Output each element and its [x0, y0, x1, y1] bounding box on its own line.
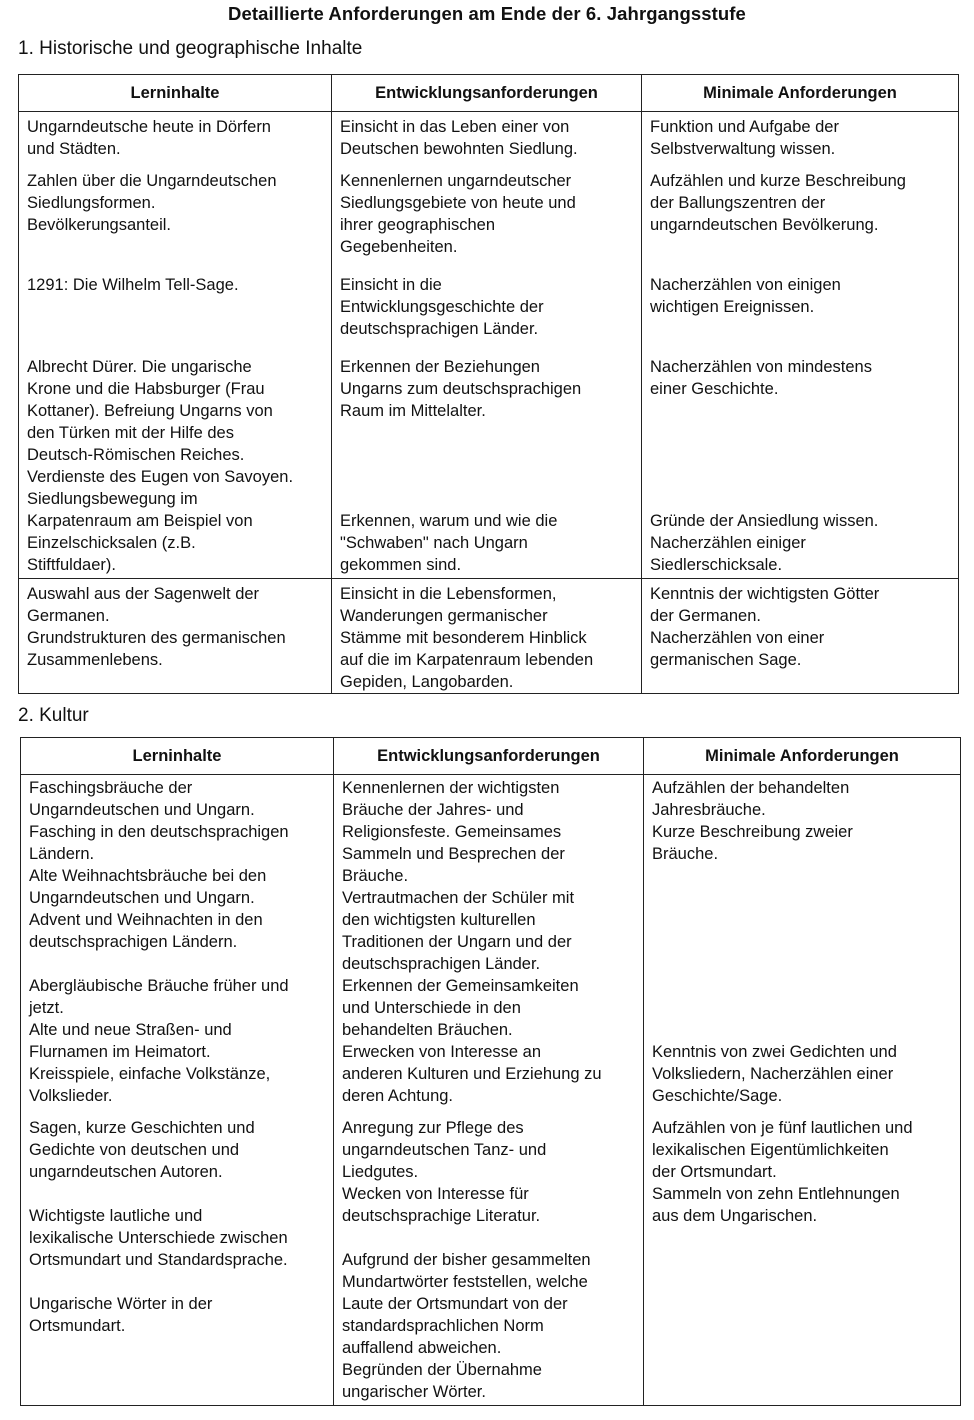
- table-row: [19, 112, 959, 167]
- cell-entwicklungsanforderungen: Erkennen, warum und wie die "Schwaben" nach Ungarn gekommen sind.: [332, 510, 642, 579]
- table-row: [19, 579, 959, 694]
- cell-minimale-anforderungen: Funktion und Aufgabe der Selbstverwaltung wissen.: [642, 112, 959, 167]
- table-historische-inhalte: [18, 74, 959, 694]
- section-heading-kultur: 2. Kultur: [18, 705, 89, 726]
- cell-lerninhalte: Ungarndeutsche heute in Dörfern und Städten.: [19, 112, 332, 167]
- cell-entwicklungsanforderungen: Anregung zur Pflege des ungarndeutschen Tanz- und Liedgutes. Wecken von Interesse für deutschsprachige Literatur. Aufgrund der bisher gesammelten Mundartwörter feststellen, welche Laute der Ortsmundart von der standardsprachlichen Norm auffallend abweichen. Begründen der Übernahme ungarischer Wörter.: [334, 1115, 644, 1406]
- cell-minimale-anforderungen: Aufzählen von je fünf lautlichen und lexikalischen Eigentümlichkeiten der Ortsmundart. Sammeln von zehn Entlehnungen aus dem Ungarischen.: [644, 1115, 961, 1406]
- table-kultur: [20, 737, 961, 1406]
- cell-entwicklungsanforderungen: Einsicht in die Entwicklungsgeschichte der deutschsprachigen Länder.: [332, 270, 642, 352]
- table-row: [19, 510, 959, 579]
- cell-entwicklungsanforderungen: Einsicht in das Leben einer von Deutschen bewohnten Siedlung.: [332, 112, 642, 167]
- cell-lerninhalte: Sagen, kurze Geschichten und Gedichte von deutschen und ungarndeutschen Autoren. Wichtigste lautliche und lexikalische Unterschiede zwischen Ortsmundart und Standardsprache. Ungarische Wörter in der Ortsmundart.: [21, 1115, 334, 1406]
- table-row: [19, 166, 959, 270]
- cell-minimale-anforderungen: Nacherzählen von einigen wichtigen Ereignissen.: [642, 270, 959, 352]
- table-header-row: [21, 738, 961, 775]
- table-header-row: [19, 75, 959, 112]
- table-row: [21, 775, 961, 1116]
- page-title: Detaillierte Anforderungen am Ende der 6. Jahrgangsstufe: [228, 3, 746, 24]
- cell-lerninhalte: Auswahl aus der Sagenwelt der Germanen. Grundstrukturen des germanischen Zusammenlebens.: [19, 579, 332, 694]
- cell-lerninhalte: 1291: Die Wilhelm Tell-Sage.: [19, 270, 332, 352]
- table-row: [19, 270, 959, 352]
- table-row: [19, 352, 959, 510]
- table-row: [21, 1115, 961, 1406]
- column-header-entwicklungsanforderungen: Entwicklungsanforderungen: [334, 738, 644, 775]
- cell-entwicklungsanforderungen: Kennenlernen ungarndeutscher Siedlungsgebiete von heute und ihrer geographischen Gegebenheiten.: [332, 166, 642, 270]
- cell-minimale-anforderungen: Nacherzählen von mindestens einer Geschichte.: [642, 352, 959, 510]
- cell-lerninhalte: Zahlen über die Ungarndeutschen Siedlungsformen. Bevölkerungsanteil.: [19, 166, 332, 270]
- cell-minimale-anforderungen: Aufzählen der behandelten Jahresbräuche. Kurze Beschreibung zweier Bräuche. Kenntnis von zwei Gedichten und Volksliedern, Nacherzählen einer Geschichte/Sage.: [644, 775, 961, 1116]
- cell-lerninhalte: Karpatenraum am Beispiel von Einzelschicksalen (z.B. Stiftfuldaer).: [19, 510, 332, 579]
- column-header-minimale-anforderungen: Minimale Anforderungen: [642, 75, 959, 112]
- cell-entwicklungsanforderungen: Erkennen der Beziehungen Ungarns zum deutschsprachigen Raum im Mittelalter.: [332, 352, 642, 510]
- cell-lerninhalte: Albrecht Dürer. Die ungarische Krone und die Habsburger (Frau Kottaner). Befreiung Ungarns von den Türken mit der Hilfe des Deutsch-Römischen Reiches. Verdienste des Eugen von Savoyen. Siedlungsbewegung im: [19, 352, 332, 510]
- cell-minimale-anforderungen: Kenntnis der wichtigsten Götter der Germanen. Nacherzählen von einer germanischen Sage.: [642, 579, 959, 694]
- cell-minimale-anforderungen: Gründe der Ansiedlung wissen. Nacherzählen einiger Siedlerschicksale.: [642, 510, 959, 579]
- section-heading-historische-inhalte: 1. Historische und geographische Inhalte: [18, 38, 363, 59]
- cell-entwicklungsanforderungen: Einsicht in die Lebensformen, Wanderungen germanischer Stämme mit besonderem Hinblick auf die im Karpatenraum lebenden Gepiden, Langobarden.: [332, 579, 642, 694]
- column-header-entwicklungsanforderungen: Entwicklungsanforderungen: [332, 75, 642, 112]
- column-header-lerninhalte: Lerninhalte: [21, 738, 334, 775]
- cell-minimale-anforderungen: Aufzählen und kurze Beschreibung der Ballungszentren der ungarndeutschen Bevölkerung.: [642, 166, 959, 270]
- cell-entwicklungsanforderungen: Kennenlernen der wichtigsten Bräuche der Jahres- und Religionsfeste. Gemeinsames Sammeln und Besprechen der Bräuche. Vertrautmachen der Schüler mit den wichtigsten kulturellen Traditionen der Ungarn und der deutschsprachigen Länder. Erkennen der Gemeinsamkeiten und Unterschiede in den behandelten Bräuchen. Erwecken von Interesse an anderen Kulturen und Erziehung zu deren Achtung.: [334, 775, 644, 1116]
- cell-lerninhalte: Faschingsbräuche der Ungarndeutschen und Ungarn. Fasching in den deutschsprachigen Ländern. Alte Weihnachtsbräuche bei den Ungarndeutschen und Ungarn. Advent und Weihnachten in den deutschsprachigen Ländern. Abergläubische Bräuche früher und jetzt. Alte und neue Straßen- und Flurnamen im Heimatort. Kreisspiele, einfache Volkstänze, Volkslieder.: [21, 775, 334, 1116]
- column-header-minimale-anforderungen: Minimale Anforderungen: [644, 738, 961, 775]
- column-header-lerninhalte: Lerninhalte: [19, 75, 332, 112]
